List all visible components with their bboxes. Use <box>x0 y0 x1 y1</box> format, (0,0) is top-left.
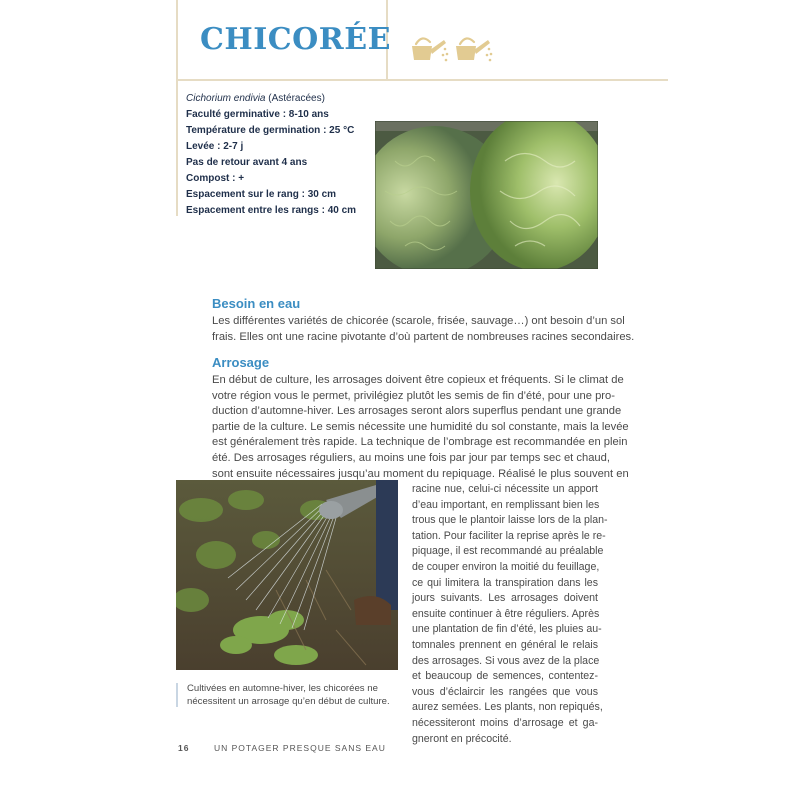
book-title: UN POTAGER PRESQUE SANS EAU <box>214 743 386 753</box>
text-line: trous que le plantoir laisse lors de la plan- <box>412 514 608 527</box>
text-line: racine nue, celui-ci nécessite un apport <box>412 483 598 495</box>
fact-item: Faculté germinative : 8-10 ans <box>186 109 329 120</box>
text-line: ensuite continuer à être réguliers. Après <box>412 607 600 620</box>
fact-item: Compost : + <box>186 173 245 184</box>
text-line: Les différentes variétés de chicorée (scarole, frisée, sauvage…) ont besoin d’un sol <box>212 315 625 327</box>
chicory-photo <box>375 121 598 269</box>
section-heading-arrosage: Arrosage <box>212 355 270 370</box>
facts-left-rule <box>176 81 178 216</box>
text-line: aurez semées. Les plants, non repiqués, <box>412 701 603 714</box>
caption-rule <box>176 683 178 707</box>
fact-item: Température de germination : 25 °C <box>186 125 355 136</box>
fact-item: Levée : 2-7 j <box>186 141 244 152</box>
header-bottom-rule <box>176 79 668 81</box>
text-line: jours suivants. Les arrosages doivent <box>412 592 598 605</box>
text-line: tomnales prennent en général le relais <box>412 638 598 651</box>
text-line: d’eau important, en remplissant bien les <box>412 498 600 511</box>
watering-can-icon <box>408 30 450 68</box>
latin-name: Cichorium endivia <box>186 93 266 104</box>
text-line: vous d’éclaircir les rangées que vous <box>412 685 598 698</box>
text-line: des arrosages. Si vous avez de la place <box>412 654 600 667</box>
watering-photo <box>176 480 398 670</box>
text-line: votre région vous le permet, privilégiez plutôt les semis de fin d’été, pour une pro- <box>212 389 615 402</box>
plant-family: (Astéracées) <box>268 93 325 104</box>
caption-line: nécessitent un arrosage qu’en début de culture. <box>187 696 390 707</box>
fact-item: Pas de retour avant 4 ans <box>186 157 308 168</box>
page-title: CHICORÉE <box>200 22 391 57</box>
caption-line: Cultivées en automne-hiver, les chicorées ne <box>187 683 378 694</box>
text-line: et beaucoup de semences, contentez- <box>412 670 598 683</box>
section-heading-besoin: Besoin en eau <box>212 296 301 311</box>
header-left-rule <box>176 0 178 80</box>
text-line: de couper environ la moitié du feuillage, <box>412 560 600 573</box>
besoin-paragraph <box>212 314 635 345</box>
text-line: une plantation de fin d’été, les pluies au- <box>412 623 602 636</box>
text-line: duction d’automne-hiver. Les arrosages seront alors superflus pendant une grande <box>212 405 622 418</box>
watering-can-icon <box>452 30 494 68</box>
text-line: partie de la culture. Le semis nécessite une humidité du sol constante, mais la levée <box>212 420 629 433</box>
text-line: est généralement très rapide. La technique de l’ombrage est recommandée en plein <box>212 436 628 449</box>
text-line: gneront en précocité. <box>412 732 512 745</box>
fact-sheet <box>186 91 356 219</box>
arrosage-paragraph-full <box>212 373 629 482</box>
text-line: piquage, il est recommandé au préalable <box>412 545 604 558</box>
fact-item: Espacement entre les rangs : 40 cm <box>186 205 357 216</box>
text-line: nécessiteront moins d’arrosage et ga- <box>412 716 598 729</box>
latin-name-line <box>186 91 356 107</box>
text-line: En début de culture, les arrosages doivent être copieux et fréquents. Si le climat de <box>212 374 624 386</box>
fact-item: Espacement sur le rang : 30 cm <box>186 189 337 200</box>
arrosage-paragraph-narrow <box>412 482 608 747</box>
text-line: tation. Pour faciliter la reprise après le re- <box>412 529 606 542</box>
text-line: ce qui limitera la transpiration dans les <box>412 576 598 589</box>
page-number: 16 <box>178 743 190 753</box>
text-line: sont ensuite nécessaires jusqu’au moment du repiquage. Réalisé le plus souvent en <box>212 467 629 480</box>
text-line: été. Des arrosages réguliers, au moins une fois par jour par temps sec et chaud, <box>212 451 610 464</box>
text-line: frais. Elles ont une racine pivotante d’où partent de nombreuses racines secondaires. <box>212 330 635 343</box>
photo-caption <box>187 682 390 708</box>
